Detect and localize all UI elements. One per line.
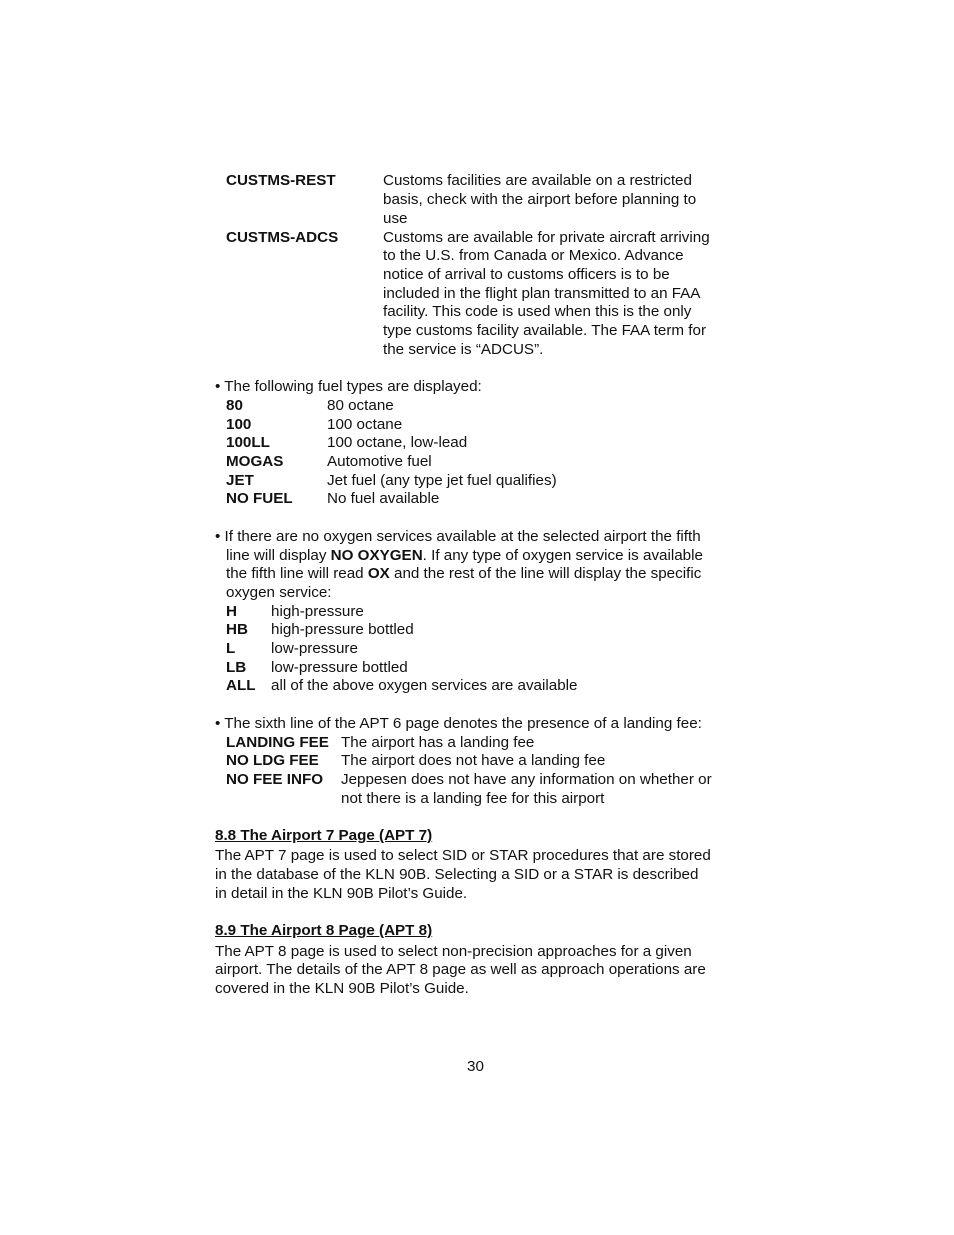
text-run: line will display bbox=[226, 547, 331, 564]
paragraph-line: The APT 7 page is used to select SID or STAR procedures that are stored bbox=[215, 847, 711, 864]
landing-desc: Jeppesen does not have any information on whether or bbox=[341, 771, 712, 788]
oxygen-desc: low-pressure bbox=[271, 640, 358, 657]
landing-code: LANDING FEE bbox=[226, 734, 329, 751]
customs-desc-line: the service is “ADCUS”. bbox=[383, 341, 544, 358]
landing-desc: not there is a landing fee for this airport bbox=[341, 790, 605, 807]
customs-desc-line: included in the flight plan transmitted to an FAA bbox=[383, 285, 701, 302]
landing-code: NO FEE INFO bbox=[226, 771, 324, 788]
fuel-code: NO FUEL bbox=[226, 490, 293, 507]
landing-desc: The airport does not have a landing fee bbox=[341, 752, 606, 769]
oxygen-intro-line: • If there are no oxygen services available at the selected airport the fifth bbox=[215, 528, 701, 545]
oxygen-intro-line bbox=[226, 565, 701, 584]
section-heading: 8.8 The Airport 7 Page (APT 7) bbox=[215, 827, 433, 844]
fuel-desc: 100 octane bbox=[327, 416, 403, 433]
oxygen-desc: all of the above oxygen services are available bbox=[271, 677, 578, 694]
oxygen-intro-line bbox=[226, 547, 703, 566]
oxygen-desc: low-pressure bottled bbox=[271, 659, 408, 676]
customs-code: CUSTMS-REST bbox=[226, 172, 336, 189]
paragraph-line: covered in the KLN 90B Pilot’s Guide. bbox=[215, 980, 469, 997]
text-run: the fifth line will read bbox=[226, 565, 368, 582]
customs-desc-line: Customs facilities are available on a restricted bbox=[383, 172, 692, 189]
bold-code: NO OXYGEN bbox=[330, 547, 423, 564]
fuel-desc: Jet fuel (any type jet fuel qualifies) bbox=[327, 472, 557, 489]
customs-desc-line: Customs are available for private aircraft arriving bbox=[383, 229, 710, 246]
landing-desc: The airport has a landing fee bbox=[341, 734, 535, 751]
fuel-desc: No fuel available bbox=[327, 490, 440, 507]
paragraph-line: in the database of the KLN 90B. Selecting a SID or a STAR is described bbox=[215, 866, 699, 883]
section-heading: 8.9 The Airport 8 Page (APT 8) bbox=[215, 922, 433, 939]
oxygen-code: LB bbox=[226, 659, 247, 676]
oxygen-code: L bbox=[226, 640, 236, 657]
landing-intro: • The sixth line of the APT 6 page denotes the presence of a landing fee: bbox=[215, 715, 702, 732]
customs-code: CUSTMS-ADCS bbox=[226, 229, 339, 246]
fuel-code: 100 bbox=[226, 416, 252, 433]
oxygen-code: HB bbox=[226, 621, 248, 638]
text-run: . If any type of oxygen service is available bbox=[422, 547, 703, 564]
fuel-code: MOGAS bbox=[226, 453, 284, 470]
landing-code: NO LDG FEE bbox=[226, 752, 319, 769]
fuel-desc: 80 octane bbox=[327, 397, 394, 414]
customs-desc-line: notice of arrival to customs officers is to be bbox=[383, 266, 670, 283]
paragraph-line: airport. The details of the APT 8 page as well as approach operations are bbox=[215, 961, 706, 978]
fuel-code: JET bbox=[226, 472, 254, 489]
bold-code: OX bbox=[367, 565, 390, 582]
fuel-code: 100LL bbox=[226, 434, 270, 451]
paragraph-line: The APT 8 page is used to select non-precision approaches for a given bbox=[215, 943, 692, 960]
paragraph-line: in detail in the KLN 90B Pilot’s Guide. bbox=[215, 885, 468, 902]
customs-desc-line: use bbox=[383, 210, 408, 227]
oxygen-intro-line: oxygen service: bbox=[226, 584, 332, 601]
text-run: and the rest of the line will display the specific bbox=[389, 565, 702, 582]
oxygen-desc: high-pressure bottled bbox=[271, 621, 414, 638]
page-number: 30 bbox=[467, 1058, 484, 1075]
fuel-intro: • The following fuel types are displayed: bbox=[215, 378, 482, 395]
customs-desc-line: basis, check with the airport before planning to bbox=[383, 191, 697, 208]
customs-desc-line: facility. This code is used when this is the only bbox=[383, 303, 692, 320]
fuel-desc: 100 octane, low-lead bbox=[327, 434, 468, 451]
oxygen-desc: high-pressure bbox=[271, 603, 364, 620]
fuel-desc: Automotive fuel bbox=[327, 453, 432, 470]
customs-desc-line: type customs facility available. The FAA term for bbox=[383, 322, 707, 339]
oxygen-code: ALL bbox=[226, 677, 256, 694]
oxygen-code: H bbox=[226, 603, 237, 620]
customs-desc-line: to the U.S. from Canada or Mexico. Advance bbox=[383, 247, 684, 264]
fuel-code: 80 bbox=[226, 397, 243, 414]
